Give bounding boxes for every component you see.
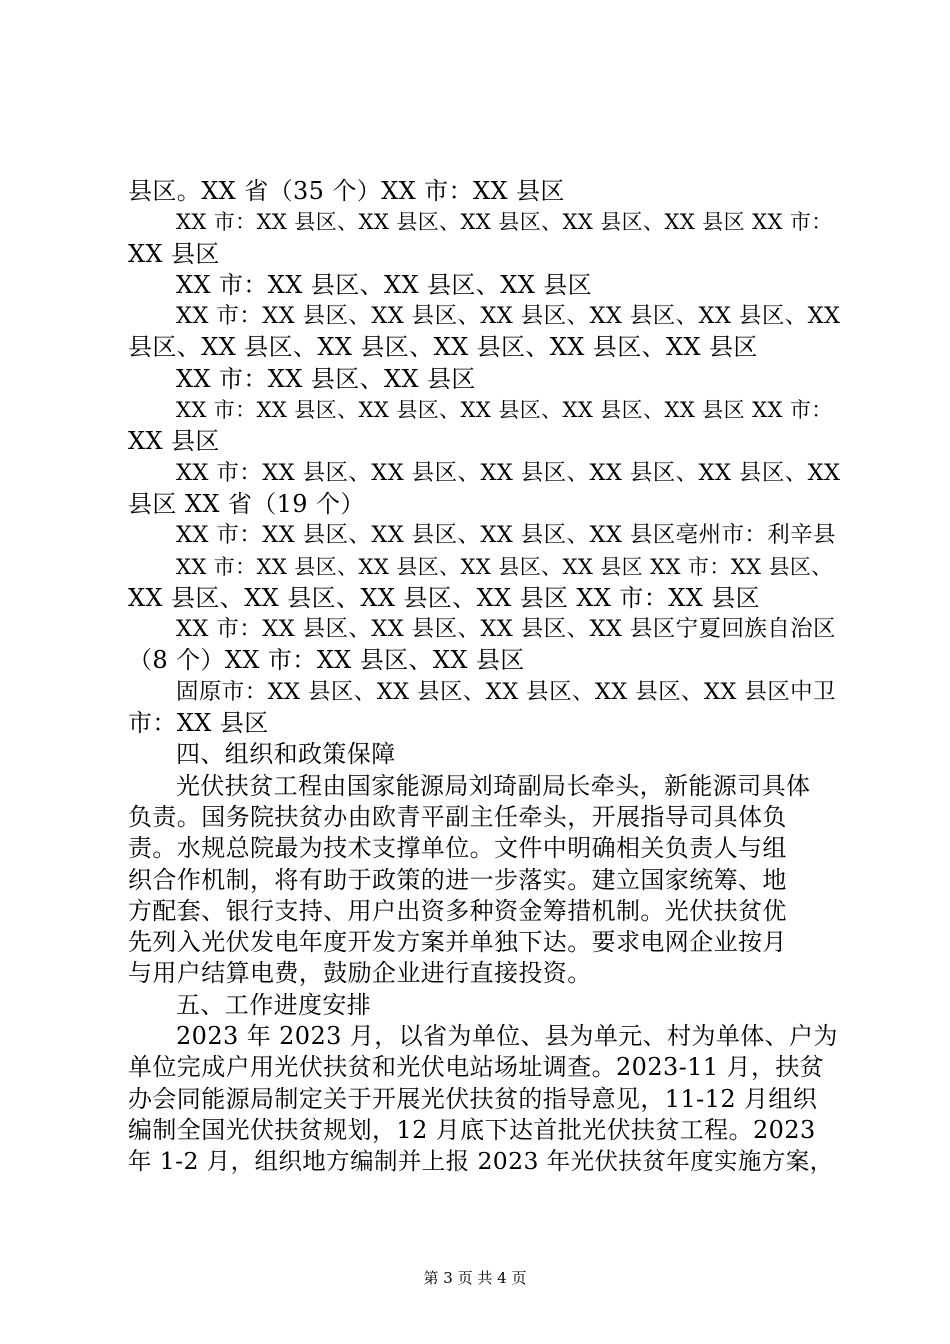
text-line: 先列入光伏发电年度开发方案并单独下达。要求电网企业按月 — [128, 928, 787, 957]
text-line: （8 个）XX 市：XX 县区、XX 县区 — [128, 646, 525, 675]
text-line: XX 县区 — [128, 427, 220, 456]
text-line: 负责。国务院扶贫办由欧青平副主任牵头，开展指导司具体负 — [128, 802, 787, 831]
text-line: 县区、XX 县区、XX 县区、XX 县区、XX 县区、XX 县区 — [128, 333, 758, 362]
text-line: XX 市：XX 县区、XX 县区、XX 县区 — [176, 270, 593, 299]
text-line: 与用户结算电费，鼓励企业进行直接投资。 — [128, 959, 592, 988]
text-line: XX 市：XX 县区、XX 县区、XX 县区、XX 县区亳州市：利辛县 — [176, 522, 836, 549]
text-line: 责。水规总院最为技术支撑单位。文件中明确相关负责人与组 — [128, 834, 787, 863]
text-line: 织合作机制，将有助于政策的进一步落实。建立国家统筹、地 — [128, 865, 787, 894]
text-line: XX 市：XX 县区、XX 县区、XX 县区、XX 县区、XX 县区、XX — [176, 303, 841, 330]
text-line: 县区 XX 省（19 个） — [128, 489, 365, 518]
text-line: 县区。XX 省（35 个）XX 市：XX 县区 — [128, 177, 565, 205]
page-number-footer: 第 3 页 共 4 页 — [423, 1269, 527, 1287]
text-line: XX 市：XX 县区、XX 县区 — [176, 364, 476, 393]
section-heading: 五、工作进度安排 — [176, 990, 372, 1019]
text-line: 光伏扶贫工程由国家能源局刘琦副局长牵头，新能源司具体 — [176, 771, 811, 800]
section-heading: 四、组织和政策保障 — [176, 740, 396, 769]
text-line: 编制全国光伏扶贫规划，12 月底下达首批光伏扶贫工程。2023 — [128, 1115, 816, 1144]
text-line: XX 市：XX 县区、XX 县区、XX 县区、XX 县区宁夏回族自治区 — [176, 616, 836, 643]
document-body — [128, 176, 841, 1178]
text-line: 方配套、银行支持、用户出资多种资金筹措机制。光伏扶贫优 — [128, 896, 787, 925]
text-line: XX 县区、XX 县区、XX 县区、XX 县区 XX 市：XX 县区 — [128, 583, 761, 612]
text-line: 固原市：XX 县区、XX 县区、XX 县区、XX 县区、XX 县区中卫 — [176, 678, 836, 705]
text-line: XX 市：XX 县区、XX 县区、XX 县区、XX 县区、XX 县区 XX 市： — [176, 210, 833, 235]
text-line: 2023 年 2023 月，以省为单位、县为单元、村为单体、户为 — [176, 1022, 838, 1051]
text-line: XX 市：XX 县区、XX 县区、XX 县区、XX 县区、XX 县区 XX 市： — [176, 398, 833, 423]
text-line: XX 县区 — [128, 239, 220, 268]
text-line: 办会同能源局制定关于开展光伏扶贫的指导意见，11-12 月组织 — [128, 1084, 818, 1113]
text-line: 单位完成户用光伏扶贫和光伏电站场址调查。2023-11 月，扶贫 — [128, 1053, 825, 1082]
text-line: XX 市：XX 县区、XX 县区、XX 县区、XX 县区、XX 县区、XX — [176, 459, 841, 486]
text-line: XX 市：XX 县区、XX 县区、XX 县区、XX 县区 XX 市：XX 县区、 — [176, 554, 833, 579]
text-line: 市：XX 县区 — [128, 709, 269, 738]
text-line: 年 1-2 月，组织地方编制并上报 2023 年光伏扶贫年度实施方案， — [128, 1147, 834, 1176]
